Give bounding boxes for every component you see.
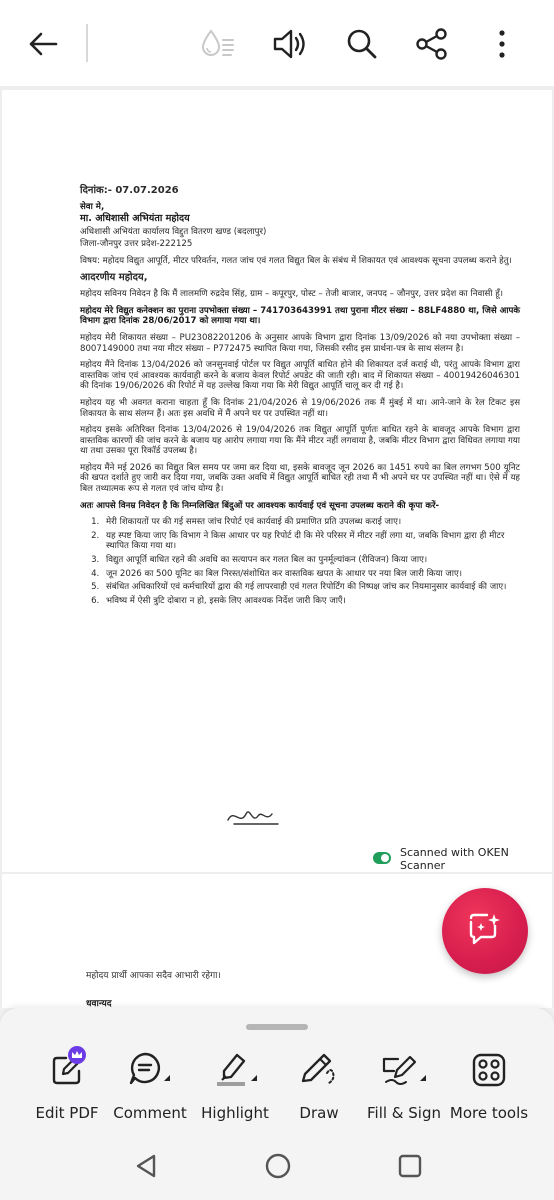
closing-line: महोदय प्रार्थी आपका सदैव आभारी रहेगा।: [86, 971, 221, 981]
share-icon[interactable]: [410, 22, 454, 66]
tool-edit-pdf[interactable]: [22, 1052, 112, 1122]
nav-back-icon[interactable]: [130, 1150, 162, 1182]
paragraph-4: महोदय मैंने दिनांक 13/04/2026 को जनसुनवाई पोर्टल पर विद्युत आपूर्ति बाधित होने की शिकायत दर्ज कराई थी, परंतु आपके विभाग द्वारा वास्तविक जांच एवं आवश्यक कार्यवाही करने के बजाय केवल रिपोर्ट अपडेट की जाती रही। बाद में शिकायत संख्या – 40019426046301 की दिनांक 19/06/2026 की रिपोर्ट में यह उल्लेख किया गया कि मेरी विद्युत आपूर्ति चालू कर दी गई है।: [80, 360, 520, 392]
search-icon[interactable]: [340, 22, 384, 66]
tool-label: More tools: [449, 1104, 529, 1122]
paragraph-2: महोदय मेरे विद्युत कनेक्शन का पुराना उपभोक्ता संख्या – 741703643991 तथा पुराना मीटर संख्या – 88LF4880 था, जिसे आपके विभाग द्वारा दिनांक 28/06/2017 को लगाया गया था।: [80, 305, 520, 327]
nav-home-icon[interactable]: [262, 1150, 294, 1182]
recipient-line-3: अधिशासी अभियंता कार्यालय विद्दुत वितरण खण्ड (बदलापुर): [80, 226, 267, 237]
paragraph-1: महोदय सविनय निवेदन है कि मैं लालमणि रुद्रदेव सिंह, ग्राम – कपूरपुर, पोस्ट – तेजी बाजार, जनपद – जौनपुर, उत्तर प्रदेश का निवासी हूँ।: [80, 289, 504, 300]
scanner-watermark: [372, 846, 552, 872]
tool-label: Draw: [299, 1104, 339, 1122]
more-vertical-icon[interactable]: [480, 22, 524, 66]
speaker-icon[interactable]: [268, 22, 312, 66]
tool-label: Fill & Sign: [367, 1104, 441, 1122]
paragraph-5: महोदय यह भी अवगत कराना चाहता हूँ कि दिनांक 21/04/2026 से 19/06/2026 तक मैं मुंबई में था। आने-जाने के रेल टिकट इस शिकायत के साथ संलग्न हैं। अतः इस अवधि में मैं अपने घर पर उपस्थित नहीं था।: [80, 397, 520, 419]
liquid-mode-icon[interactable]: [196, 22, 240, 66]
oken-scanner-icon: [372, 851, 392, 868]
system-nav-bar: [0, 1132, 554, 1200]
tool-fill-sign[interactable]: [359, 1052, 449, 1122]
nav-recents-icon[interactable]: [394, 1150, 426, 1182]
tool-comment[interactable]: [105, 1052, 195, 1122]
toolbar-divider: [86, 24, 88, 62]
salutation: आदरणीय महोदय,: [80, 271, 148, 283]
letter-body: [80, 186, 520, 609]
recipient-line-2: मा. अधिशासी अभियंता महोदय: [80, 213, 190, 225]
list-item: 3. विद्युत आपूर्ति बाधित रहने की अवधि का सत्यापन कर गलत बिल का पुनर्मूल्यांकन (रीविजन) किया जाए।: [102, 555, 520, 566]
list-item: 1. मेरी शिकायतों पर की गई समस्त जांच रिपोर्ट एवं कार्यवाई की प्रमाणित प्रति उपलब्ध कराई जाए।: [102, 517, 520, 528]
recipient-line-4: जिला-जौनपुर उत्तर प्रदेश-222125: [80, 239, 193, 250]
handwritten-signature: [224, 802, 284, 836]
closing-thanks: धवान्यद: [86, 999, 112, 1008]
tool-more-tools[interactable]: [444, 1052, 534, 1122]
draw-icon: [299, 1051, 339, 1093]
top-toolbar: [0, 0, 554, 86]
tool-label: Highlight: [201, 1104, 269, 1122]
document-viewport[interactable]: [0, 86, 554, 1008]
subject-line: विषय: महोदय विद्युत आपूर्ति, मीटर परिवर्तन, गलत जांच एवं गलत विद्युत बिल के संबंध में शिकायत एवं आवश्यक सूचना उपलब्ध कराने हेतु।: [80, 255, 512, 266]
letter-date: दिनांक:- 07.07.2026: [80, 185, 179, 196]
request-points-list: [102, 517, 520, 606]
fill-sign-icon: [380, 1051, 428, 1093]
pdf-page-1: [2, 90, 552, 872]
tool-label: Edit PDF: [35, 1104, 99, 1122]
list-item: 4. जून 2026 का 500 यूनिट का बिल निरस्त/संशोधित कर वास्तविक खपत के आधार पर नया बिल जारी किया जाए।: [102, 569, 520, 580]
tool-draw[interactable]: [274, 1052, 364, 1122]
highlight-icon: [211, 1051, 259, 1093]
ai-assistant-icon: [467, 912, 503, 950]
back-arrow-icon[interactable]: [21, 22, 65, 66]
scanner-watermark-label: Scanned with OKEN Scanner: [400, 846, 509, 872]
paragraph-3: महोदय मेरी शिकायत संख्या – PU23082201206 के अनुसार आपके विभाग द्वारा दिनांक 13/09/2026 को नया उपभोक्ता संख्या – 8007149000 तथा नया मीटर संख्या – P772475 स्थापित किया गया, जिसकी रसीद इस प्रार्थना-पत्र के साथ संलग्न है।: [80, 332, 520, 354]
comment-icon: [128, 1051, 172, 1093]
tool-highlight[interactable]: [190, 1052, 280, 1122]
list-item: 6. भविष्य में ऐसी त्रुटि दोबारा न हो, इसके लिए आवश्यक निर्देश जारी किए जाएँ।: [102, 596, 520, 607]
paragraph-7: महोदय मैंने मई 2026 का विद्युत बिल समय पर जमा कर दिया था, इसके बावजूद जून 2026 का 1451 रुपये का बिल लगभग 500 यूनिट की खपत दर्शाते हुए जारी कर दिया गया, जबकि उक्त अवधि में विद्युत आपूर्ति बाधित रही तथा मैं भी अपने घर पर उपस्थित नहीं था। ऐसे में यह बिल तथ्यात्मक रूप से गलत एवं जांच योग्य है।: [80, 462, 520, 495]
more-tools-icon: [472, 1053, 506, 1091]
ai-assistant-button[interactable]: [442, 888, 528, 974]
drag-handle[interactable]: [246, 1024, 308, 1030]
tool-label: Comment: [113, 1104, 187, 1122]
list-item: 5. संबंधित अधिकारियों एवं कर्मचारियों द्वारा की गई लापरवाही एवं गलत रिपोर्टिंग की निष्पक्ष जांच कर नियमानुसार कार्यवाई की जाए।: [102, 582, 520, 593]
list-item: 2. यह स्पष्ट किया जाए कि विभाग ने किस आधार पर यह रिपोर्ट दी कि मेरे परिसर में मीटर नहीं लगा था, जबकि विभाग द्वारा ही मीटर स्थापित किया गया था।: [102, 531, 520, 552]
request-line: अतः आपसे विनम्र निवेदन है कि निम्नलिखित बिंदुओं पर आवश्यक कार्यवाई एवं सूचना उपलब्ध कराने की कृपा करें-: [80, 500, 440, 511]
paragraph-6: महोदय इसके अतिरिक्त दिनांक 13/04/2026 से 19/04/2026 तक विद्युत आपूर्ति पूर्णतः बाधित रहने के बावजूद आपके विभाग द्वारा वास्तविक कारणों की जांच करने के बजाय यह आरोप लगाया गया कि मैंने मीटर नहीं लगवाया है, जबकि मीटर विभाग द्वारा विधिवत लगाया गया था तथा उसका पूरा रिकॉर्ड उपलब्ध है।: [80, 425, 520, 457]
bottom-toolbar: [0, 1008, 554, 1132]
recipient-line-1: सेवा मे,: [80, 201, 105, 212]
premium-crown-icon: [68, 1046, 86, 1064]
